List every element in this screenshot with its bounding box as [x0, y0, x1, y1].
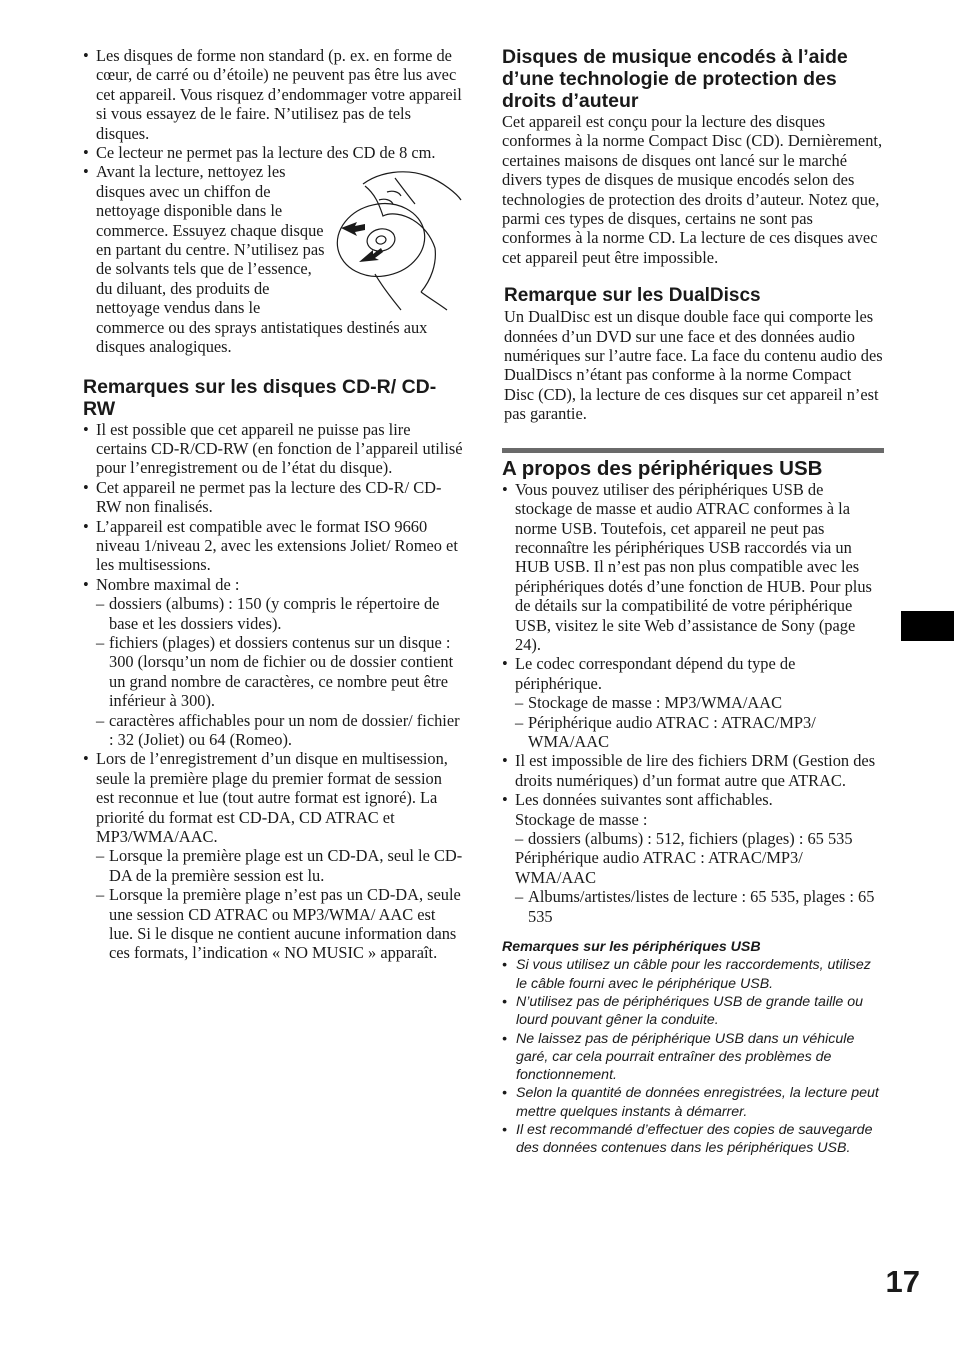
sub-item: – caractères affichables pour un nom de dossier/ fichier : 32 (Joliet) ou 64 (Romeo).: [96, 711, 463, 750]
sub-item: – Périphérique audio ATRAC : ATRAC/MP3/ WMA/AAC: [515, 713, 884, 752]
sub-item: – dossiers (albums) : 512, fichiers (plages) : 65 535: [515, 829, 884, 848]
note-item: • Il est recommandé d’effectuer des copies de sauvegarde des données contenues dans les périphériques USB.: [502, 1121, 884, 1158]
usb-notes: [502, 938, 884, 1158]
sub-item: – Albums/artistes/listes de lecture : 65 535, plages : 65 535: [515, 887, 884, 926]
sub-item: – Lorsque la première plage est un CD-DA, seul le CD-DA de la première session est lu.: [96, 846, 463, 885]
codec-sublist: [515, 693, 884, 751]
left-column: [83, 46, 463, 963]
list-item: • Les disques de forme non standard (p. ex. en forme de cœur, de carré ou d’étoile) ne peuvent pas être lus avec cet appareil. Vous risquez d’endommager votre appareil si vous essayez de le faire. N’utilisez pas de tels disques.: [83, 46, 463, 143]
usb-heading: A propos des périphériques USB: [502, 456, 823, 480]
disc-cleaning-illustration: [335, 164, 463, 312]
dualdisc-heading: Remarque sur les DualDiscs: [504, 285, 761, 307]
notes-list: [502, 956, 884, 1157]
max-sublist: [96, 594, 463, 749]
list-item: • Nombre maximal de : – dossiers (albums) : 150 (y compris le répertoire de base et les dossiers vides). – fichiers (plages) et dossiers contenus sur un disque : 300 (lorsqu’un nom de fichier ou de dossier contient un grand nombre de caractères, ce nombre peut être inférieur à 300). – caractères affichables pour un nom de dossier/ fichier : 32 (Joliet) ou 64 (Romeo).: [83, 575, 463, 750]
drm-heading: Disques de musique encodés à l’aide d’une technologie de protection des droits d’auteur: [502, 46, 848, 112]
disc-handling-list: [83, 46, 463, 357]
drm-text: Cet appareil est conçu pour la lecture des disques conformes à la norme Compact Disc (CD). Dernièrement, certaines maisons de disques ont lancé sur le marché divers types de disques de musique encodés selon des technologies de protection des droits d’auteur. Notez que, parmi ces types de disques, certains ne sont pas conformes à la norme CD. La lecture de ces disques avec cet appareil peut être impossible.: [502, 112, 883, 267]
atrac-sublist: [515, 887, 884, 926]
mass-sublist: [515, 829, 884, 848]
cdr-list: [83, 420, 463, 963]
list-item: • Vous pouvez utiliser des périphériques USB de stockage de masse et audio ATRAC conformes à la norme USB. Toutefois, cet appareil ne peut pas reconnaître les périphériques USB raccordés via un HUB USB. Il n’est pas non plus compatible avec les périphériques dotés d’une fonction de HUB. Pour plus de détails sur la compatibilité de votre périphérique USB, visitez le site Web d’assistance de Sony (page 24).: [502, 480, 884, 655]
section-rule: [502, 448, 884, 453]
sub-item: – fichiers (plages) et dossiers contenus sur un disque : 300 (lorsqu’un nom de fichier ou de dossier contient un grand nombre de caractères, ce nombre peut être inférieur à 300).: [96, 633, 463, 711]
atrac-label: Périphérique audio ATRAC : ATRAC/MP3/ WMA/AAC: [515, 848, 803, 887]
list-item: • Ce lecteur ne permet pas la lecture des CD de 8 cm.: [83, 143, 463, 162]
usb-list: [502, 480, 884, 926]
session-sublist: [96, 846, 463, 962]
list-item: • L’appareil est compatible avec le format ISO 9660 niveau 1/niveau 2, avec les extensions Joliet/ Romeo et les multisessions.: [83, 517, 463, 575]
note-item: • Selon la quantité de données enregistrées, la lecture peut mettre quelques instants à démarrer.: [502, 1084, 884, 1121]
sub-item: – Lorsque la première plage n’est pas un CD-DA, seule une session CD ATRAC ou MP3/WMA/ AAC est lue. Si le disque ne contient aucune information dans ces formats, l’indication « NO MUSIC » apparaît.: [96, 885, 463, 963]
note-item: • Si vous utilisez un câble pour les raccordements, utilisez le câble fourni avec le périphérique USB.: [502, 956, 884, 993]
mass-storage-label: Stockage de masse :: [515, 809, 648, 829]
list-item: • Le codec correspondant dépend du type de périphérique. – Stockage de masse : MP3/WMA/AAC – Périphérique audio ATRAC : ATRAC/MP3/ WMA/AAC: [502, 654, 884, 751]
note-item: • Ne laissez pas de périphérique USB dans un véhicule garé, car cela pourrait entraîner des problèmes de fonctionnement.: [502, 1030, 884, 1085]
cdr-heading: Remarques sur les disques CD-R/ CD-RW: [83, 375, 437, 420]
list-item: • Cet appareil ne permet pas la lecture des CD-R/ CD-RW non finalisés.: [83, 478, 463, 517]
sub-item: – dossiers (albums) : 150 (y compris le répertoire de base et les dossiers vides).: [96, 594, 463, 633]
notes-title: Remarques sur les périphériques USB: [502, 939, 761, 956]
sub-item: – Stockage de masse : MP3/WMA/AAC: [515, 693, 884, 712]
dualdisc-text: Un DualDisc est un disque double face qui comporte les données d’un DVD sur une face et des données audio numériques sur l’autre face. La face du contenu audio des DualDiscs n’étant pas conforme à la norme Compact Disc (CD), la lecture de ces disques sur cet appareil n’est pas garantie.: [504, 307, 883, 424]
section-tab-marker: [901, 611, 954, 641]
list-item: • Il est possible que cet appareil ne puisse pas lire certains CD-R/CD-RW (en fonction de l’appareil utilisé pour l’enregistrement ou de l’état du disque).: [83, 420, 463, 478]
note-item: • N’utilisez pas de périphériques USB de grande taille ou lourd pouvant gêner la conduite.: [502, 993, 884, 1030]
right-column: [502, 46, 884, 1158]
page-number: 17: [885, 1264, 920, 1299]
list-item: • Il est impossible de lire des fichiers DRM (Gestion des droits numériques) d’un format autre que ATRAC.: [502, 751, 884, 790]
list-item: • Avant la lecture, nettoyez les disques avec un chiffon de nettoyage disponible dans le commerce. Essuyez chaque disque en partant du centre. N’utilisez pas de solvants tels que de l’essence, du diluant, des produits de nettoyage vendus dans le commerce ou des sprays antistatiques destinés aux disques analogiques.: [83, 162, 463, 356]
list-item: • Lors de l’enregistrement d’un disque en multisession, seule la première plage du premier format de session est reconnue et lue (tout autre format est ignoré). La priorité du format est CD-DA, CD ATRAC et MP3/WMA/AAC. – Lorsque la première plage est un CD-DA, seul le CD-DA de la première session est lu. – Lorsque la première plage n’est pas un CD-DA, seule une session CD ATRAC ou MP3/WMA/ AAC est lue. Si le disque ne contient aucune information dans ces formats, l’indication « NO MUSIC » apparaît.: [83, 749, 463, 962]
list-item: • Les données suivantes sont affichables. Stockage de masse : – dossiers (albums) : 512, fichiers (plages) : 65 535 Périphérique audio ATRAC : ATRAC/MP3/ WMA/AAC – Albums/artistes/listes de lecture : 65 535, plages : 65 535: [502, 790, 884, 926]
